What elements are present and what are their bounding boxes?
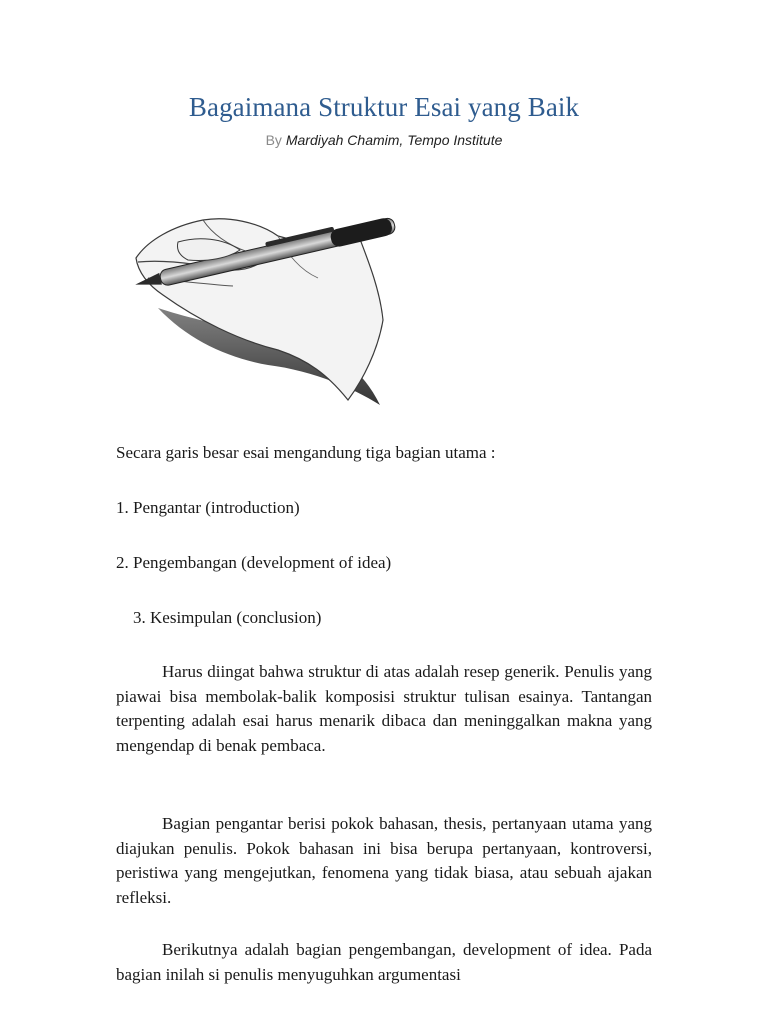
byline	[0, 132, 768, 148]
list-item-conclusion: 3. Kesimpulan (conclusion)	[133, 608, 322, 627]
intro-text: Secara garis besar esai mengandung tiga bagian utama :	[116, 443, 496, 462]
paragraph: Berikutnya adalah bagian pengembangan, development of idea. Pada bagian inilah si penulis menyuguhkan argumentasi	[116, 940, 652, 984]
byline-prefix: By	[265, 132, 282, 148]
list-item-development: 2. Pengembangan (development of idea)	[116, 553, 392, 572]
list-item-introduction: 1. Pengantar (introduction)	[116, 498, 300, 517]
paragraph: Harus diingat bahwa struktur di atas adalah resep generik. Penulis yang piawai bisa membolak-balik komposisi struktur tulisan esainya. Tantangan terpenting adalah esai harus menarik dibaca dan meninggalkan makna yang mengendap di benak pembaca.	[116, 662, 652, 755]
document-title: Bagaimana Struktur Esai yang Baik	[188, 92, 580, 122]
hand-writing-with-pen-icon	[118, 200, 418, 415]
author-name: Mardiyah Chamim, Tempo Institute	[285, 132, 503, 148]
paragraph: Bagian pengantar berisi pokok bahasan, thesis, pertanyaan utama yang diajukan penulis. Pokok bahasan ini bisa berupa pertanyaan, kontroversi, peristiwa yang mengejutkan, fenomena yang tidak biasa, atau sebuah ajakan refleksi.	[116, 814, 652, 907]
